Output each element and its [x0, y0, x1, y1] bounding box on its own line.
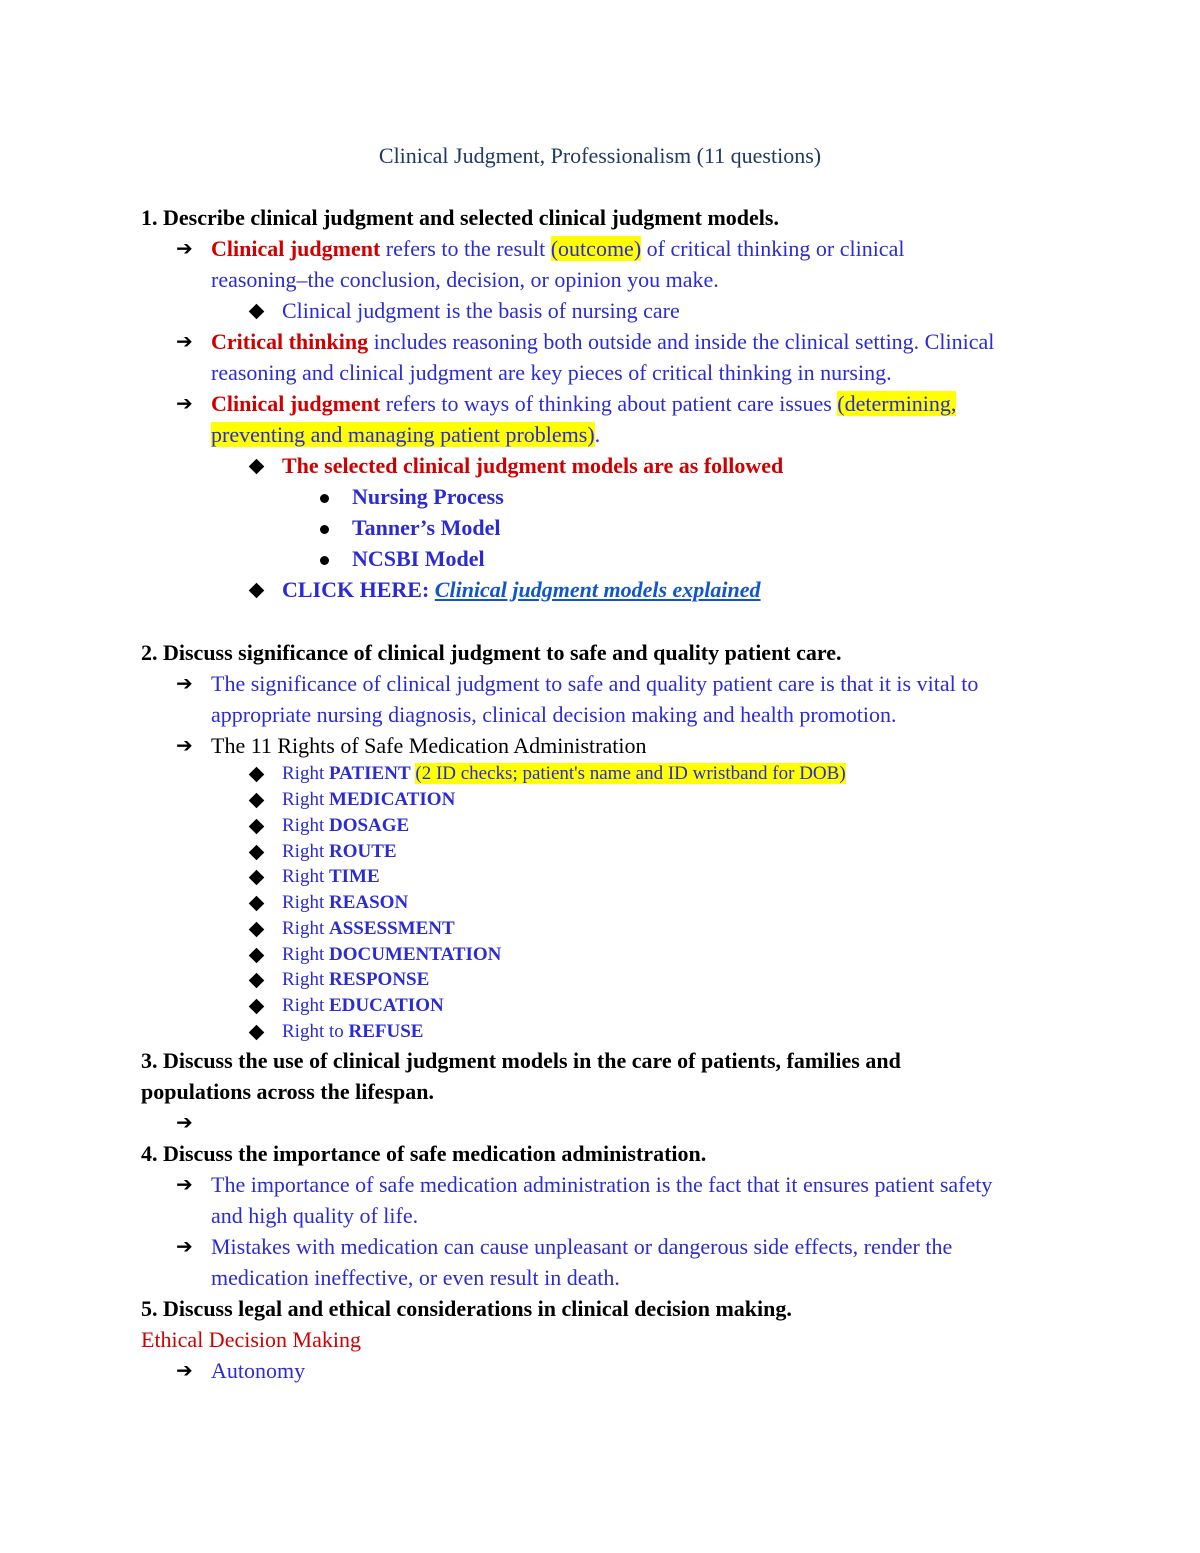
diamond-bullet-icon [249, 819, 265, 835]
term-critical-thinking: Critical thinking [211, 329, 369, 354]
term-clinical-judgment: Clinical judgment [211, 391, 381, 416]
q4-answer-2-cont: medication ineffective, or even result in death. [211, 1265, 620, 1290]
arrow-icon: ➔ [176, 393, 193, 415]
diamond-bullet-icon [249, 870, 265, 886]
q1-answer-2-cont: reasoning and clinical judgment are key pieces of critical thinking in nursing. [211, 360, 892, 385]
right-item: Right RESPONSE [282, 969, 430, 990]
models-heading: The selected clinical judgment models are as followed [282, 453, 784, 478]
q2-answer-1: The significance of clinical judgment to safe and quality patient care is that it is vital to [211, 671, 979, 696]
diamond-bullet-icon [249, 304, 265, 320]
right-item: Right TIME [282, 866, 380, 887]
q1-heading: 1. Describe clinical judgment and selected clinical judgment models. [141, 205, 779, 230]
term-clinical-judgment: Clinical judgment [211, 236, 381, 261]
model-item: Tanner’s Model [352, 515, 501, 540]
diamond-bullet-icon [249, 999, 265, 1015]
q2-heading: 2. Discuss significance of clinical judgment to safe and quality patient care. [141, 640, 842, 665]
clinical-judgment-models-link[interactable]: Clinical judgment models explained [434, 577, 761, 602]
diamond-bullet-icon [249, 845, 265, 861]
arrow-icon: ➔ [176, 1236, 193, 1258]
right-item: Right EDUCATION [282, 995, 444, 1016]
diamond-bullet-icon [249, 922, 265, 938]
diamond-bullet-icon [249, 583, 265, 599]
right-item-patient: Right PATIENT (2 ID checks; patient's name and ID wristband for DOB) [282, 763, 846, 784]
round-bullet-icon [320, 525, 329, 534]
q1-answer-2: Critical thinking includes reasoning both outside and inside the clinical setting. Clinical [211, 329, 995, 354]
model-item: Nursing Process [352, 484, 504, 509]
q4-answer-2: Mistakes with medication can cause unpleasant or dangerous side effects, render the [211, 1234, 953, 1259]
arrow-icon: ➔ [176, 735, 193, 757]
patient-id-note: (2 ID checks; patient's name and ID wristband for DOB) [415, 763, 846, 784]
click-here-line [282, 575, 761, 605]
q3-heading-cont: populations across the lifespan. [141, 1079, 434, 1104]
right-item: Right ASSESSMENT [282, 918, 455, 939]
q1-answer-3: Clinical judgment refers to ways of thinking about patient care issues (determining, [211, 391, 957, 416]
right-item: Right ROUTE [282, 841, 397, 862]
round-bullet-icon [320, 556, 329, 565]
q4-heading: 4. Discuss the importance of safe medication administration. [141, 1141, 707, 1166]
q5-heading: 5. Discuss legal and ethical considerations in clinical decision making. [141, 1296, 792, 1321]
q1-answer-1-sub: Clinical judgment is the basis of nursing care [282, 298, 680, 323]
arrow-icon: ➔ [176, 673, 193, 695]
arrow-icon: ➔ [176, 331, 193, 353]
right-item: Right DOCUMENTATION [282, 944, 502, 965]
model-item: NCSBI Model [352, 546, 485, 571]
diamond-bullet-icon [249, 896, 265, 912]
diamond-bullet-icon [249, 1025, 265, 1041]
right-item: Right DOSAGE [282, 815, 410, 836]
arrow-icon: ➔ [176, 238, 193, 260]
q1-answer-1-cont: reasoning–the conclusion, decision, or opinion you make. [211, 267, 719, 292]
right-item: Right to REFUSE [282, 1021, 424, 1042]
q2-answer-2: The 11 Rights of Safe Medication Administration [211, 733, 647, 758]
diamond-bullet-icon [249, 948, 265, 964]
diamond-bullet-icon [249, 973, 265, 989]
diamond-bullet-icon [249, 793, 265, 809]
highlight-outcome: (outcome) [550, 236, 642, 261]
q3-heading: 3. Discuss the use of clinical judgment models in the care of patients, families and [141, 1048, 901, 1073]
page-title: Clinical Judgment, Professionalism (11 questions) [378, 143, 822, 168]
arrow-icon: ➔ [176, 1174, 193, 1196]
diamond-bullet-icon [249, 459, 265, 475]
right-item: Right REASON [282, 892, 409, 913]
q4-answer-1-cont: and high quality of life. [211, 1203, 419, 1228]
q4-answer-1: The importance of safe medication administration is the fact that it ensures patient safety [211, 1172, 993, 1197]
arrow-icon: ➔ [176, 1360, 193, 1382]
right-item: Right MEDICATION [282, 789, 456, 810]
q5-answer-1: Autonomy [211, 1358, 306, 1383]
ethical-decision-making-heading: Ethical Decision Making [141, 1327, 361, 1352]
q1-answer-1: Clinical judgment refers to the result (outcome) of critical thinking or clinical [211, 236, 905, 261]
click-here-label: CLICK HERE: [282, 577, 435, 602]
round-bullet-icon [320, 494, 329, 503]
q2-answer-1-cont: appropriate nursing diagnosis, clinical decision making and health promotion. [211, 702, 897, 727]
q1-answer-3-cont: preventing and managing patient problems). [211, 422, 601, 447]
arrow-icon: ➔ [176, 1112, 193, 1134]
diamond-bullet-icon [249, 767, 265, 783]
